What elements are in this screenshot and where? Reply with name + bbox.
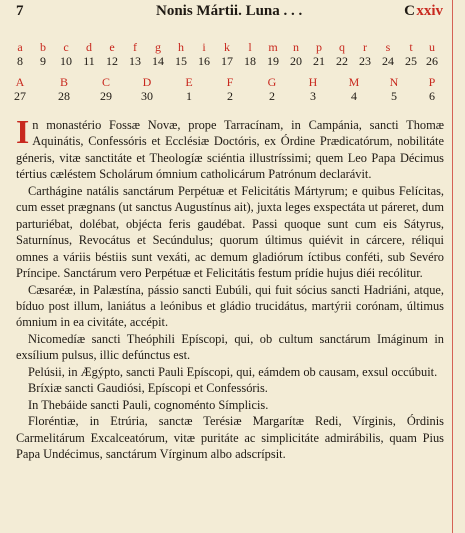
number-cell: 16 bbox=[198, 54, 210, 68]
number-cell: 13 bbox=[129, 54, 141, 68]
caps-numbers-row bbox=[14, 89, 435, 103]
number-cell: 21 bbox=[313, 54, 325, 68]
cap-number-cell: 30 bbox=[141, 89, 153, 103]
cap-letter-cell: D bbox=[142, 75, 152, 89]
number-cell: 22 bbox=[336, 54, 348, 68]
letter-cell: c bbox=[63, 40, 69, 54]
cap-number-cell: 5 bbox=[391, 89, 397, 103]
paragraph: Nicomedíæ sancti Theóphili Epíscopi, qui, ob cultum sanctárum Imáginum in exsílium pulsus, illic defúnctus est. bbox=[16, 331, 444, 363]
letter-cell: r bbox=[363, 40, 367, 54]
letter-cell: q bbox=[339, 40, 345, 54]
cap-letter-cell: M bbox=[348, 75, 360, 89]
cap-number-cell: 2 bbox=[227, 89, 233, 103]
page-header bbox=[16, 3, 443, 23]
cap-letter-cell: H bbox=[308, 75, 318, 89]
number-cell: 11 bbox=[83, 54, 95, 68]
cap-letter-cell: P bbox=[428, 75, 436, 89]
page-title: Nonis Mártii. Luna . . . bbox=[156, 3, 303, 19]
cap-letter-cell: B bbox=[59, 75, 69, 89]
number-cell: 23 bbox=[359, 54, 371, 68]
number-cell: 26 bbox=[426, 54, 438, 68]
paragraph: Carthágine natális sanctárum Perpétuæ et Felicitátis Mártyrum; e quibus Felícitas, cum esset prægnans (ut sanctus Augustínus ait), juxta leges exspectáta ut páreret, dum parturiébat, dolébat, objécta feris gaudébat. Passi quoque sunt cum eis Sátyrus, Saturnínus, Revocátus et Secúndulus; quorum últimus quiévit in cárcere, réliqui omnes a váriis béstiis sunt vexáti, ac demum gladiórum íctibus conféti, sub Sevéro Príncipe. Sanctárum vero Perpétuæ et Felicitátis festum prídie hujus diéi recólitur. bbox=[16, 183, 444, 281]
letter-cell: d bbox=[86, 40, 92, 54]
letter-cell: h bbox=[178, 40, 184, 54]
number-cell: 19 bbox=[267, 54, 279, 68]
number-cell: 24 bbox=[382, 54, 394, 68]
cap-letter-cell: A bbox=[15, 75, 25, 89]
cap-letter-cell: F bbox=[226, 75, 234, 89]
number-cell: 25 bbox=[405, 54, 417, 68]
letter-cell: l bbox=[248, 40, 252, 54]
cap-number-cell: 3 bbox=[310, 89, 316, 103]
martyrology-text bbox=[16, 114, 444, 463]
letter-cell: u bbox=[429, 40, 435, 54]
number-cell: 15 bbox=[175, 54, 187, 68]
letter-cell: s bbox=[385, 40, 391, 54]
caps-row bbox=[15, 75, 436, 89]
cap-number-cell: 1 bbox=[186, 89, 192, 103]
letter-cell: p bbox=[316, 40, 322, 54]
cap-number-cell: 2 bbox=[269, 89, 275, 103]
number-cell: 18 bbox=[244, 54, 256, 68]
letter-cell: g bbox=[155, 40, 161, 54]
letter-cell: b bbox=[40, 40, 46, 54]
numbers-row bbox=[16, 54, 438, 68]
letter-cell: k bbox=[224, 40, 230, 54]
number-cell: 8 bbox=[17, 54, 23, 68]
paragraph: Bríxiæ sancti Gaudiósi, Epíscopi et Confessóris. bbox=[28, 381, 268, 396]
cap-letter-cell: E bbox=[185, 75, 193, 89]
cap-number-cell: 27 bbox=[14, 89, 26, 103]
letter-cell: f bbox=[133, 40, 137, 54]
letter-cell: e bbox=[109, 40, 115, 54]
number-cell: 20 bbox=[290, 54, 302, 68]
cap-number-cell: 4 bbox=[351, 89, 357, 103]
number-cell: 10 bbox=[60, 54, 72, 68]
letter-cell: m bbox=[268, 40, 278, 54]
number-cell: 12 bbox=[106, 54, 118, 68]
number-cell: 14 bbox=[152, 54, 164, 68]
letter-cell: t bbox=[409, 40, 413, 54]
cap-letter-cell: N bbox=[389, 75, 399, 89]
drop-cap: I bbox=[16, 114, 30, 151]
dominical-letter: C bbox=[404, 3, 415, 19]
cap-number-cell: 28 bbox=[58, 89, 70, 103]
letters-row bbox=[16, 40, 435, 54]
paragraph: Pelúsii, in Ægýpto, sancti Pauli Epíscopi, qui, eámdem ob causam, exsul occúbuit. bbox=[28, 364, 438, 379]
cap-number-cell: 6 bbox=[429, 89, 435, 103]
number-cell: 9 bbox=[40, 54, 46, 68]
paragraph bbox=[16, 114, 444, 183]
page-number: 7 bbox=[16, 3, 24, 19]
margin-rule bbox=[452, 0, 453, 533]
number-cell: 17 bbox=[221, 54, 233, 68]
epact-roman: xxiv bbox=[416, 3, 443, 19]
cap-number-cell: 29 bbox=[100, 89, 112, 103]
paragraph-text: n monastério Fossæ Novæ, prope Tarracínam, in Campánia, sancti Thomæ Aquinátis, Confessóris et Ecclésiæ Doctóris, ex Órdine Prædicatórum, nobilitáte géneris, vitæ sanctitáte et Theologíæ sciéntia illustríssimi; quem Leo Papa Décimus tértius cæléstem Scholárum ómnium catholicárum Patrónum declarávit. bbox=[16, 118, 444, 182]
paragraph: Floréntiæ, in Etrúria, sanctæ Terésiæ Margarítæ Redi, Vírginis, Órdinis Carmelitárum Excalceatórum, vitæ puritáte ac simplicitáte admirábilis, quam Pius Papa Undécimus, sanctárum Vírginum albo adscrípsit. bbox=[16, 414, 444, 462]
letter-cell: i bbox=[202, 40, 206, 54]
letter-cell: n bbox=[293, 40, 299, 54]
cap-letter-cell: G bbox=[267, 75, 277, 89]
paragraph: In Thebáide sancti Pauli, cognoménto Símplicis. bbox=[28, 397, 269, 412]
letter-cell: a bbox=[17, 40, 23, 54]
cap-letter-cell: C bbox=[101, 75, 111, 89]
paragraph: Cæsaréæ, in Palæstína, pássio sancti Eubúli, qui fuit sócius sancti Hadriáni, atque, bíduo post illum, laniátus a leónibus et gládio trucidátus, martýrii corónam, últimus ómnium in ea civitáte, accépit. bbox=[16, 282, 444, 330]
